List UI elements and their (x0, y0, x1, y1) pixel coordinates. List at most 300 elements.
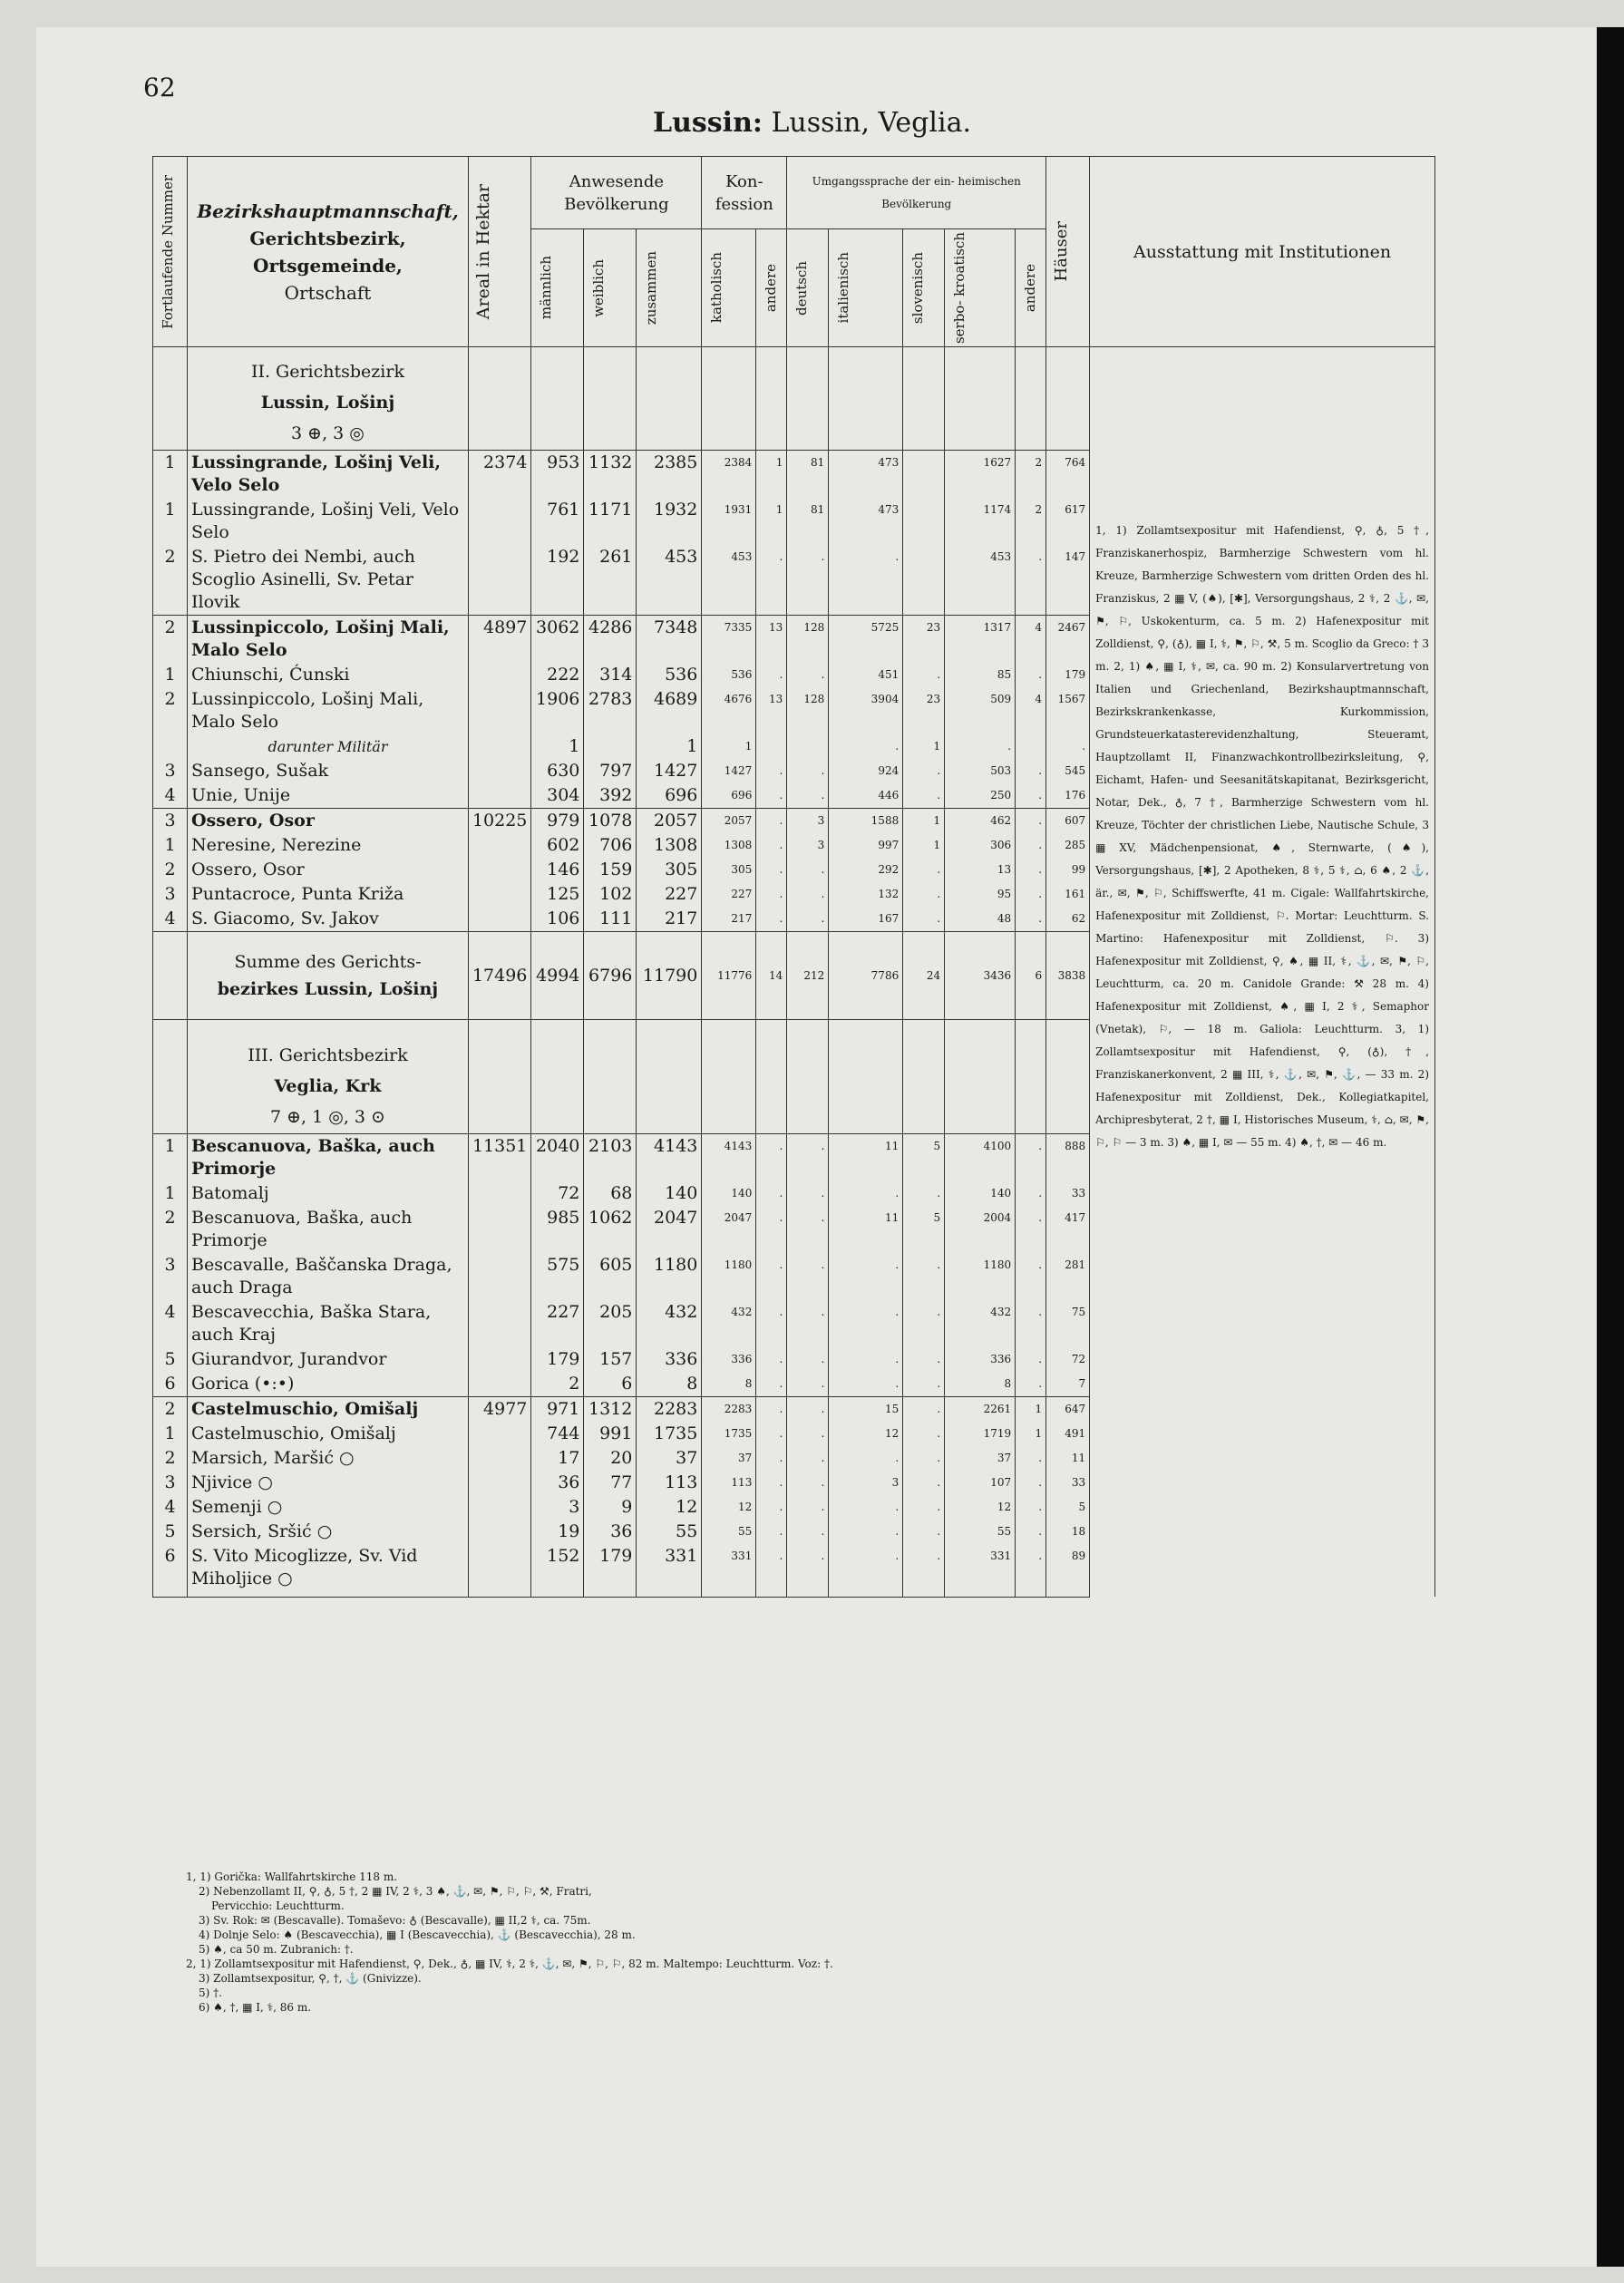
cell-m: 602 (531, 833, 584, 858)
header-italienisch: italienisch (835, 252, 852, 324)
cell-sk: 13 (945, 858, 1016, 882)
cell-ita: 473 (829, 451, 903, 499)
cell-and: . (756, 1134, 787, 1182)
cell-sk: 85 (945, 663, 1016, 687)
cell-areal (468, 1422, 530, 1446)
footnote: 5) †. (199, 1987, 222, 1999)
cell-z: 2057 (637, 809, 702, 834)
cell-areal (468, 687, 530, 734)
cell-ita: 997 (829, 833, 903, 858)
cell-de: . (787, 1372, 829, 1397)
cell-kat: 4143 (702, 1134, 756, 1182)
header-areal: Areal in Hektar (472, 183, 493, 320)
cell-sk: 2004 (945, 1206, 1016, 1253)
cell-areal (468, 858, 530, 882)
cell-name: Sersich, Sršić ○ (187, 1520, 468, 1544)
summary-and: 14 (756, 932, 787, 1020)
cell-de: . (787, 1206, 829, 1253)
cell-z: 2047 (637, 1206, 702, 1253)
cell-an2: 2 (1016, 498, 1046, 545)
header-andere2: andere (1022, 263, 1039, 313)
cell-w: 68 (584, 1181, 637, 1206)
cell-name: Bescanuova, Baška, auch Primorje (187, 1134, 468, 1182)
cell-sl: . (903, 663, 945, 687)
cell-z: 1735 (637, 1422, 702, 1446)
cell-h: 147 (1046, 545, 1090, 616)
cell-sl: . (903, 1520, 945, 1544)
cell-z: 305 (637, 858, 702, 882)
cell-ita: . (829, 1181, 903, 1206)
cell-h: 647 (1046, 1397, 1090, 1423)
header-deutsch: deutsch (793, 260, 811, 316)
summary-kat: 11776 (702, 932, 756, 1020)
cell-kat: 336 (702, 1347, 756, 1372)
cell-de (787, 734, 829, 759)
header-name-3: Ortsgemeinde, (253, 254, 403, 277)
cell-ita: 3 (829, 1471, 903, 1495)
cell-kat: 536 (702, 663, 756, 687)
footnote: Pervicchio: Leuchtturm. (211, 1899, 345, 1912)
header-umgangssprache: Umgangssprache der ein- heimischen Bevölkerung (787, 157, 1046, 229)
cell-nr: 1 (153, 663, 188, 687)
cell-h: 1567 (1046, 687, 1090, 734)
cell-sk: 336 (945, 1347, 1016, 1372)
cell-sk: 1719 (945, 1422, 1016, 1446)
cell-w: 706 (584, 833, 637, 858)
cell-z: 8 (637, 1372, 702, 1397)
cell-z: 1 (637, 734, 702, 759)
cell-sl: . (903, 1446, 945, 1471)
cell-de: . (787, 1347, 829, 1372)
cell-de: . (787, 1253, 829, 1300)
cell-w: 605 (584, 1253, 637, 1300)
cell-z: 140 (637, 1181, 702, 1206)
cell-kat: 2047 (702, 1206, 756, 1253)
cell-w: 1078 (584, 809, 637, 834)
header-serbokroatisch: serbo- kroatisch (951, 231, 968, 345)
footnote: 6) ♠, †, ▦ I, ⚕, 86 m. (199, 2001, 312, 2014)
cell-sk: 250 (945, 783, 1016, 809)
cell-z: 2283 (637, 1397, 702, 1423)
cell-nr: 3 (153, 809, 188, 834)
cell-sl: . (903, 1544, 945, 1591)
cell-name: Sansego, Sušak (187, 759, 468, 783)
cell-sk: 55 (945, 1520, 1016, 1544)
cell-areal (468, 1206, 530, 1253)
cell-name: Lussingrande, Lošinj Veli, Velo Selo (187, 451, 468, 499)
cell-nr: 2 (153, 858, 188, 882)
cell-sk: 462 (945, 809, 1016, 834)
cell-de: . (787, 1544, 829, 1591)
cell-kat: 2283 (702, 1397, 756, 1423)
cell-kat: 113 (702, 1471, 756, 1495)
cell-name: Ossero, Osor (187, 858, 468, 882)
summary-an2: 6 (1016, 932, 1046, 1020)
cell-sk: 1174 (945, 498, 1016, 545)
cell-name: Njivice ○ (187, 1471, 468, 1495)
footnotes (186, 1870, 1437, 2015)
cell-name: Lussinpiccolo, Lošinj Mali, Malo Selo (187, 616, 468, 664)
cell-w (584, 734, 637, 759)
cell-an2: . (1016, 1520, 1046, 1544)
cell-m: 1906 (531, 687, 584, 734)
cell-sl: . (903, 1372, 945, 1397)
cell-and: 1 (756, 451, 787, 499)
cell-and: . (756, 833, 787, 858)
cell-areal (468, 1471, 530, 1495)
cell-kat: 217 (702, 907, 756, 932)
summary-label: Summe des Gerichts- (234, 952, 422, 972)
cell-de: 81 (787, 498, 829, 545)
cell-m: 146 (531, 858, 584, 882)
cell-de: . (787, 1422, 829, 1446)
cell-de: . (787, 1397, 829, 1423)
statistics-table (152, 156, 1435, 1598)
cell-areal (468, 498, 530, 545)
cell-h: 72 (1046, 1347, 1090, 1372)
cell-sk: 1317 (945, 616, 1016, 664)
cell-sl: . (903, 882, 945, 907)
cell-an2: 4 (1016, 616, 1046, 664)
header-maennlich: männlich (538, 256, 555, 320)
cell-and: . (756, 1206, 787, 1253)
cell-h: 888 (1046, 1134, 1090, 1182)
cell-m: 304 (531, 783, 584, 809)
cell-h: 491 (1046, 1422, 1090, 1446)
footnote: 3) Sv. Rok: ✉ (Bescavalle). Tomaševo: ♁ (Bescavalle), ▦ II,2 ⚕, ca. 75m. (199, 1914, 591, 1927)
cell-kat: 696 (702, 783, 756, 809)
cell-m: 744 (531, 1422, 584, 1446)
cell-areal (468, 783, 530, 809)
cell-sl: . (903, 1397, 945, 1423)
cell-ita: 11 (829, 1206, 903, 1253)
cell-nr: 3 (153, 759, 188, 783)
cell-h: 18 (1046, 1520, 1090, 1544)
cell-ita: 924 (829, 759, 903, 783)
cell-de: . (787, 663, 829, 687)
cell-name: Unie, Unije (187, 783, 468, 809)
cell-w: 157 (584, 1347, 637, 1372)
cell-name: Bescavecchia, Baška Stara, auch Kraj (187, 1300, 468, 1347)
cell-sl: . (903, 858, 945, 882)
cell-m: 152 (531, 1544, 584, 1591)
cell-z: 432 (637, 1300, 702, 1347)
header-nr: Fortlaufende Nummer (160, 174, 176, 329)
cell-an2: 1 (1016, 1422, 1046, 1446)
cell-h: 161 (1046, 882, 1090, 907)
cell-w: 111 (584, 907, 637, 932)
cell-and: . (756, 1446, 787, 1471)
header-name-2: Gerichtsbezirk, (249, 227, 406, 249)
cell-m: 979 (531, 809, 584, 834)
cell-areal (468, 545, 530, 616)
cell-de: . (787, 545, 829, 616)
cell-m: 971 (531, 1397, 584, 1423)
summary-z: 11790 (637, 932, 702, 1020)
cell-h: 11 (1046, 1446, 1090, 1471)
cell-sk: . (945, 734, 1016, 759)
cell-an2: . (1016, 545, 1046, 616)
cell-sk: 1627 (945, 451, 1016, 499)
cell-an2: . (1016, 759, 1046, 783)
cell-m: 227 (531, 1300, 584, 1347)
cell-and: . (756, 882, 787, 907)
cell-de: . (787, 907, 829, 932)
cell-an2: . (1016, 1134, 1046, 1182)
cell-kat: 1931 (702, 498, 756, 545)
cell-sk: 95 (945, 882, 1016, 907)
cell-h: 617 (1046, 498, 1090, 545)
cell-sl: 5 (903, 1206, 945, 1253)
page-title-rest: Lussin, Veglia. (762, 107, 971, 139)
cell-ita: 292 (829, 858, 903, 882)
cell-kat: 8 (702, 1372, 756, 1397)
cell-sk: 140 (945, 1181, 1016, 1206)
cell-an2: . (1016, 833, 1046, 858)
cell-m: 953 (531, 451, 584, 499)
cell-and: . (756, 663, 787, 687)
cell-and: . (756, 1520, 787, 1544)
cell-name: S. Vito Micoglizze, Sv. Vid Miholjice ○ (187, 1544, 468, 1591)
cell-w: 1171 (584, 498, 637, 545)
cell-areal (468, 1300, 530, 1347)
cell-z: 1180 (637, 1253, 702, 1300)
page-number: 62 (143, 73, 176, 102)
cell-kat: 1735 (702, 1422, 756, 1446)
cell-and: . (756, 1495, 787, 1520)
cell-and: 13 (756, 687, 787, 734)
cell-nr: 1 (153, 498, 188, 545)
cell-and: . (756, 1181, 787, 1206)
cell-ita: . (829, 1300, 903, 1347)
section-symbols: 7 ⊕, 1 ◎, 3 ⊙ (269, 1107, 385, 1127)
cell-w: 991 (584, 1422, 637, 1446)
summary-ita: 7786 (829, 932, 903, 1020)
cell-ita: 451 (829, 663, 903, 687)
cell-h: 75 (1046, 1300, 1090, 1347)
cell-w: 1312 (584, 1397, 637, 1423)
footnote: 2) Nebenzollamt II, ⚲, ♁, 5 †, 2 ▦ IV, 2 ⚕, 3 ♠, ⚓, ✉, ⚑, ⚐, ⚐, ⚒, Fratri, (199, 1885, 592, 1898)
cell-h: 285 (1046, 833, 1090, 858)
cell-areal (468, 1347, 530, 1372)
cell-sk: 37 (945, 1446, 1016, 1471)
cell-ita: 15 (829, 1397, 903, 1423)
cell-sl: . (903, 1300, 945, 1347)
cell-nr: 5 (153, 1347, 188, 1372)
cell-kat: 4676 (702, 687, 756, 734)
cell-kat: 2057 (702, 809, 756, 834)
summary-label: bezirkes Lussin, Lošinj (217, 979, 439, 999)
cell-an2: . (1016, 882, 1046, 907)
cell-kat: 453 (702, 545, 756, 616)
cell-an2: . (1016, 1347, 1046, 1372)
header-andere: andere (763, 263, 780, 313)
cell-name: Neresine, Nerezine (187, 833, 468, 858)
cell-areal (468, 1495, 530, 1520)
cell-m: 72 (531, 1181, 584, 1206)
cell-z: 1427 (637, 759, 702, 783)
cell-w: 159 (584, 858, 637, 882)
cell-name: Semenji ○ (187, 1495, 468, 1520)
cell-sk: 4100 (945, 1134, 1016, 1182)
cell-z: 1308 (637, 833, 702, 858)
cell-h: 2467 (1046, 616, 1090, 664)
cell-w: 20 (584, 1446, 637, 1471)
cell-h: 417 (1046, 1206, 1090, 1253)
cell-name: darunter Militär (187, 734, 468, 759)
cell-m: 761 (531, 498, 584, 545)
cell-z: 453 (637, 545, 702, 616)
cell-sl: . (903, 1471, 945, 1495)
cell-nr: 1 (153, 1181, 188, 1206)
cell-and: . (756, 1300, 787, 1347)
cell-sk: 453 (945, 545, 1016, 616)
cell-de: . (787, 1181, 829, 1206)
cell-de: 81 (787, 451, 829, 499)
cell-m: 19 (531, 1520, 584, 1544)
cell-m: 575 (531, 1253, 584, 1300)
cell-nr: 2 (153, 545, 188, 616)
cell-w: 1132 (584, 451, 637, 499)
summary-areal: 17496 (468, 932, 530, 1020)
cell-kat: 432 (702, 1300, 756, 1347)
cell-z: 37 (637, 1446, 702, 1471)
cell-nr: 4 (153, 907, 188, 932)
page-edge (1597, 27, 1624, 2267)
cell-w: 1062 (584, 1206, 637, 1253)
cell-and: . (756, 858, 787, 882)
cell-w: 205 (584, 1300, 637, 1347)
cell-name: S. Giacomo, Sv. Jakov (187, 907, 468, 932)
cell-sk: 331 (945, 1544, 1016, 1591)
cell-de: . (787, 1300, 829, 1347)
cell-name: Lussingrande, Lošinj Veli, Velo Selo (187, 498, 468, 545)
cell-z: 12 (637, 1495, 702, 1520)
cell-h: 281 (1046, 1253, 1090, 1300)
cell-nr: 1 (153, 451, 188, 499)
cell-z: 4143 (637, 1134, 702, 1182)
cell-w: 2103 (584, 1134, 637, 1182)
cell-areal: 10225 (468, 809, 530, 834)
header-slovenisch: slovenisch (909, 251, 927, 325)
cell-name: Puntacroce, Punta Križa (187, 882, 468, 907)
cell-kat: 1180 (702, 1253, 756, 1300)
footnote: 3) Zollamtsexpositur, ⚲, †, ⚓ (Gnivizze). (199, 1972, 422, 1985)
cell-m: 192 (531, 545, 584, 616)
cell-sl: 1 (903, 734, 945, 759)
cell-z: 227 (637, 882, 702, 907)
cell-w: 392 (584, 783, 637, 809)
cell-areal: 4897 (468, 616, 530, 664)
cell-and: . (756, 1397, 787, 1423)
cell-h: 607 (1046, 809, 1090, 834)
cell-an2: . (1016, 809, 1046, 834)
cell-m: 985 (531, 1206, 584, 1253)
cell-and: . (756, 907, 787, 932)
cell-ita: 5725 (829, 616, 903, 664)
cell-an2: 4 (1016, 687, 1046, 734)
cell-sk: 48 (945, 907, 1016, 932)
cell-an2: . (1016, 1181, 1046, 1206)
cell-nr: 2 (153, 687, 188, 734)
cell-de: 3 (787, 809, 829, 834)
page-title (0, 107, 1624, 139)
cell-w: 179 (584, 1544, 637, 1591)
cell-ita: . (829, 1446, 903, 1471)
cell-m: 17 (531, 1446, 584, 1471)
cell-sl: . (903, 907, 945, 932)
cell-sl: . (903, 1422, 945, 1446)
cell-areal: 2374 (468, 451, 530, 499)
cell-ita: . (829, 1495, 903, 1520)
cell-and: . (756, 809, 787, 834)
cell-name: Chiunschi, Ćunski (187, 663, 468, 687)
cell-sk: 2261 (945, 1397, 1016, 1423)
summary-w: 6796 (584, 932, 637, 1020)
cell-nr: 3 (153, 1471, 188, 1495)
header-anwesende: Anwesende Bevölkerung (531, 157, 702, 229)
cell-sl: . (903, 783, 945, 809)
cell-ita: . (829, 1520, 903, 1544)
summary-m: 4994 (531, 932, 584, 1020)
cell-h: 176 (1046, 783, 1090, 809)
header-zusammen: zusammen (643, 250, 660, 325)
cell-ita: 446 (829, 783, 903, 809)
cell-areal (468, 1544, 530, 1591)
footnote: 1, 1) Gorička: Wallfahrtskirche 118 m. (186, 1870, 398, 1883)
cell-sl: . (903, 1181, 945, 1206)
cell-areal (468, 882, 530, 907)
cell-sl: . (903, 1495, 945, 1520)
cell-kat: 1427 (702, 759, 756, 783)
header-ausstattung: Ausstattung mit Institutionen (1090, 157, 1435, 347)
cell-w: 797 (584, 759, 637, 783)
cell-de: 3 (787, 833, 829, 858)
cell-and: . (756, 1471, 787, 1495)
cell-h: 33 (1046, 1181, 1090, 1206)
cell-ita: . (829, 1347, 903, 1372)
cell-name: Castelmuschio, Omišalj (187, 1397, 468, 1423)
cell-h: 545 (1046, 759, 1090, 783)
cell-areal (468, 734, 530, 759)
cell-name: Bescanuova, Baška, auch Primorje (187, 1206, 468, 1253)
footnote: 4) Dolnje Selo: ♠ (Bescavecchia), ▦ I (Bescavecchia), ⚓ (Bescavecchia), 28 m. (199, 1928, 636, 1941)
section-district: Veglia, Krk (274, 1076, 382, 1096)
cell-sl: . (903, 759, 945, 783)
header-konfession: Kon- fession (702, 157, 787, 229)
cell-m: 106 (531, 907, 584, 932)
cell-m: 36 (531, 1471, 584, 1495)
cell-z: 4689 (637, 687, 702, 734)
cell-an2: . (1016, 1446, 1046, 1471)
cell-kat: 331 (702, 1544, 756, 1591)
cell-name: Batomalj (187, 1181, 468, 1206)
cell-w: 314 (584, 663, 637, 687)
cell-and: . (756, 1422, 787, 1446)
header-name-1: Bezirkshauptmannschaft, (197, 199, 459, 222)
footnote: 2, 1) Zollamtsexpositur mit Hafendienst, ⚲, Dek., ♁, ▦ IV, ⚕, 2 ⚕, ⚓, ✉, ⚑, ⚐, ⚐, 82 m. Maltempo: Leuchtturm. Voz: †. (186, 1958, 833, 1970)
cell-an2: . (1016, 1471, 1046, 1495)
cell-h: 5 (1046, 1495, 1090, 1520)
cell-an2: . (1016, 1495, 1046, 1520)
cell-z: 113 (637, 1471, 702, 1495)
cell-m: 3 (531, 1495, 584, 1520)
cell-de: . (787, 1471, 829, 1495)
cell-m: 630 (531, 759, 584, 783)
cell-h: 764 (1046, 451, 1090, 499)
cell-nr: 4 (153, 1495, 188, 1520)
cell-and: . (756, 759, 787, 783)
